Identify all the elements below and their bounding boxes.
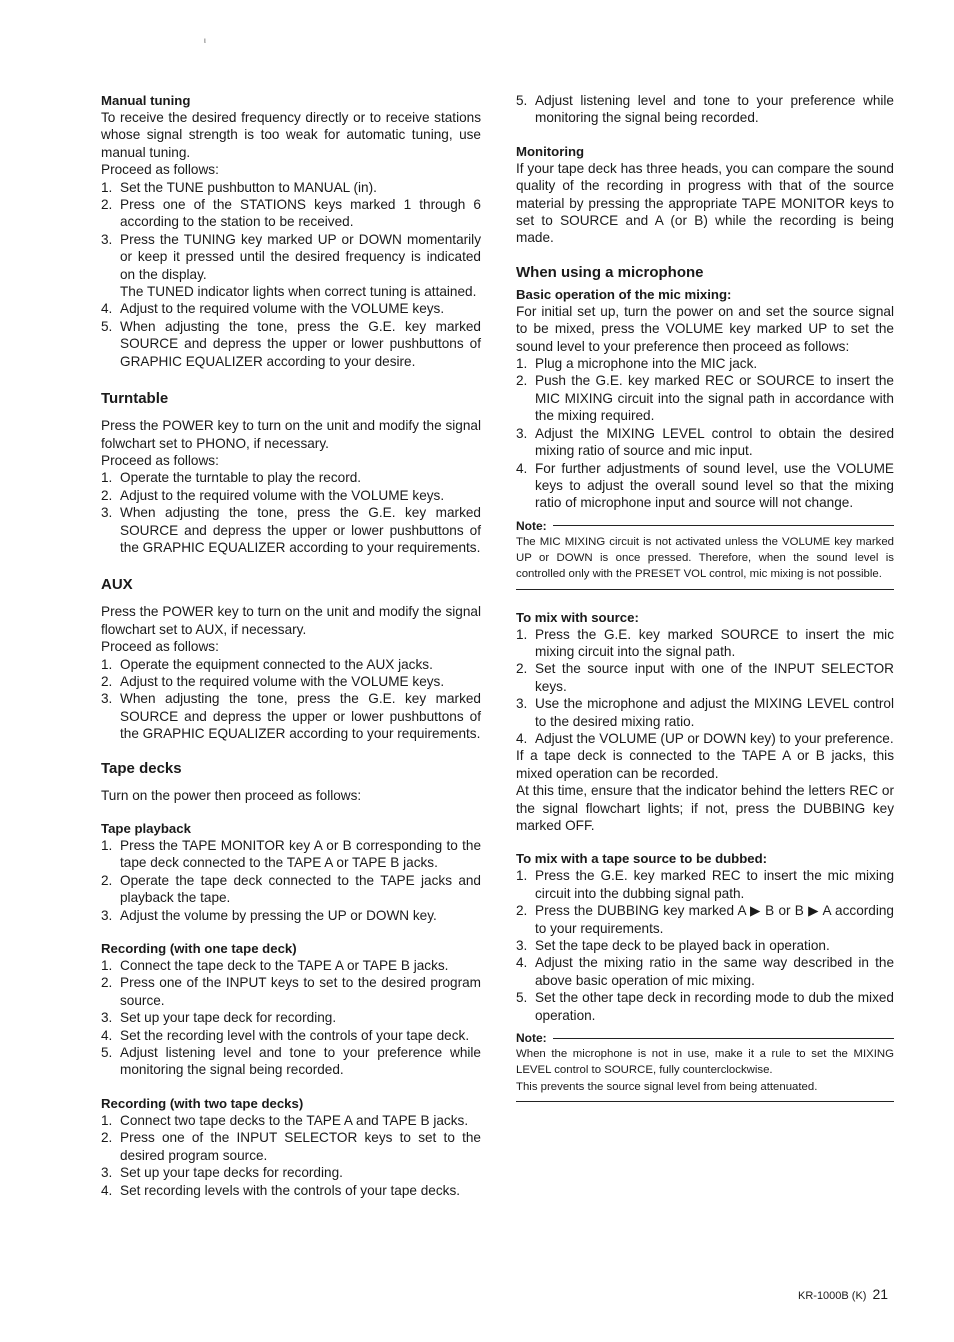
paragraph: Press the POWER key to turn on the unit and modify the signal flowchart set to AUX, if necessary. xyxy=(101,604,481,637)
manual-tuning-section xyxy=(101,92,481,370)
list-item: 1. Press the TAPE MONITOR key A or B corresponding to the tape deck connected to the TAPE A or TAPE B jacks. xyxy=(101,838,481,871)
step-list xyxy=(101,837,481,924)
subsection-heading: Recording (with one tape deck) xyxy=(101,941,297,957)
section-heading: Manual tuning xyxy=(101,93,191,108)
list-item: 1. Operate the equipment connected to the AUX jacks. xyxy=(101,656,433,672)
paragraph: Proceed as follows: xyxy=(101,639,219,655)
paragraph: Turn on the power then proceed as follows: xyxy=(101,787,362,803)
list-item: 3. When adjusting the tone, press the G.E. key marked SOURCE and depress the upper or lower pushbuttons of the GRAPHIC EQUALIZER according to your requirements. xyxy=(101,691,481,742)
list-item: 5. When adjusting the tone, press the G.E. key marked SOURCE and depress the upper or lower pushbuttons of GRAPHIC EQUALIZER according to your desire. xyxy=(101,318,481,369)
list-item: 3. Set up your tape deck for recording. xyxy=(101,1010,337,1026)
list-item: 2. Press the DUBBING key marked A ▶ B or B ▶ A according to your requirements. xyxy=(516,903,894,936)
list-item: 2. Adjust to the required volume with the VOLUME keys. xyxy=(101,487,445,503)
list-item: 1. Connect two tape decks to the TAPE A and TAPE B jacks. xyxy=(101,1112,469,1128)
page-footer xyxy=(798,1286,888,1302)
list-item: 1. Set the TUNE pushbutton to MANUAL (in). xyxy=(101,179,377,195)
right-column xyxy=(516,92,894,1102)
section-heading: AUX xyxy=(101,576,133,594)
step-list xyxy=(101,469,481,556)
section-heading: Tape decks xyxy=(101,759,182,777)
subsection-heading: Tape playback xyxy=(101,821,191,836)
list-item: 1. Plug a microphone into the MIC jack. xyxy=(516,356,758,372)
list-item: 5. Adjust listening level and tone to your preference while monitoring the signal being recorded. xyxy=(101,1045,481,1078)
stray-mark: ι xyxy=(204,36,206,45)
list-item: 1. Operate the turntable to play the record. xyxy=(101,470,362,486)
list-item: 4. Adjust to the required volume with the VOLUME keys. xyxy=(101,301,445,317)
list-item: 2. Push the G.E. key marked REC or SOURCE to insert the MIC MIXING circuit into the signal path in accordance with the mixing required. xyxy=(516,373,894,424)
list-item: 2. Set the source input with one of the INPUT SELECTOR keys. xyxy=(516,661,894,694)
list-item: 3. Adjust the MIXING LEVEL control to obtain the desired mixing ratio of source and mic input. xyxy=(516,425,894,459)
tape-decks-section xyxy=(101,759,481,1199)
list-item: 2. Press one of the STATIONS keys marked 1 through 6 according to the station to be received. xyxy=(101,197,481,230)
paragraph: Proceed as follows: xyxy=(101,452,219,468)
paragraph: To receive the desired frequency directly or to receive stations whose signal strength is too weak for automatic tuning, use manual tuning. xyxy=(101,110,481,160)
list-item: 3. Use the microphone and adjust the MIXING LEVEL control to the desired mixing ratio. xyxy=(516,696,894,729)
list-item: 1. Connect the tape deck to the TAPE A or TAPE B jacks. xyxy=(101,958,449,974)
paragraph: If your tape deck has three heads, you can compare the sound quality of the recording in progress with that of the source material by pressing the appropriate TAPE MONITOR keys to set to SOURCE and A (or B) while the recording is being made. xyxy=(516,160,894,246)
paragraph: For initial set up, turn the power on and set the source signal to be mixed, press the VOLUME key marked UP to set the sound level to your preference then proceed as follows: xyxy=(516,303,894,354)
section-heading: Turntable xyxy=(101,390,169,408)
list-item: 4. Adjust the mixing ratio in the same way described in the above basic operation of mic mixing. xyxy=(516,955,894,988)
list-item: 5. Set the other tape deck in recording mode to dub the mixed operation. xyxy=(516,990,894,1023)
list-item: 1. Press the G.E. key marked REC to insert the mic mixing circuit into the dubbing signal path. xyxy=(516,868,894,901)
list-item: 2. Press one of the INPUT keys to set to the desired program source. xyxy=(101,975,481,1008)
list-item: 3. Adjust the volume by pressing the UP or DOWN key. xyxy=(101,907,437,923)
model-number: KR-1000B (K) xyxy=(798,1290,867,1302)
step-list xyxy=(516,626,894,748)
list-item: 4. Adjust the VOLUME (UP or DOWN key) to your preference. xyxy=(516,730,894,746)
list-item: 3. When adjusting the tone, press the G.E. key marked SOURCE and depress the upper or lower pushbuttons of the GRAPHIC EQUALIZER according to your requirements. xyxy=(101,505,481,555)
subsection-heading: To mix with a tape source to be dubbed: xyxy=(516,851,768,867)
step-list xyxy=(516,92,894,127)
list-item: 1. Press the G.E. key marked SOURCE to insert the mic mixing circuit into the signal path. xyxy=(516,626,894,659)
step-list xyxy=(516,355,894,512)
list-item: 3. Set up your tape decks for recording. xyxy=(101,1165,343,1181)
list-item: 5. Adjust listening level and tone to your preference while monitoring the signal being recorded. xyxy=(516,93,894,126)
step-list xyxy=(101,957,481,1079)
microphone-section xyxy=(516,263,894,1102)
step-list xyxy=(101,1112,481,1199)
subsection-heading: Monitoring xyxy=(516,143,585,159)
subsection-heading: To mix with source: xyxy=(516,609,639,625)
step-list xyxy=(101,656,481,743)
paragraph: Proceed as follows: xyxy=(101,162,219,178)
list-item: 3. Press the TUNING key marked UP or DOWN momentarily or keep it pressed until the desired frequency is indicated on the display. The TUNED indicator lights when correct tuning is attained. xyxy=(101,231,481,300)
turntable-section xyxy=(101,389,481,556)
note-label: Note: xyxy=(516,1031,547,1046)
page-number: 21 xyxy=(872,1286,889,1302)
section-heading: When using a microphone xyxy=(516,263,704,281)
note-text: This prevents the source signal level from being attenuated. xyxy=(516,1080,818,1093)
step-list xyxy=(516,867,894,1024)
note-text: When the microphone is not in use, make it a rule to set the MIXING LEVEL control to SOURCE, fully counterclockwise. xyxy=(516,1048,894,1077)
list-item: 2. Adjust to the required volume with the VOLUME keys. xyxy=(101,673,445,689)
list-item: 2. Operate the tape deck connected to the TAPE jacks and playback the tape. xyxy=(101,872,481,906)
note-label: Note: xyxy=(516,518,547,533)
list-item: 4. Set the recording level with the controls of your tape deck. xyxy=(101,1027,470,1043)
paragraph: At this time, ensure that the indicator behind the letters REC or the signal flowchart lights; if not, press the DUBBING key marked OFF. xyxy=(516,783,894,833)
paragraph: Press the POWER key to turn on the unit and modify the signal folwchart set to PHONO, if necessary. xyxy=(101,418,481,451)
note-box xyxy=(516,1030,894,1102)
left-column xyxy=(101,92,481,1199)
step-list xyxy=(101,179,481,370)
list-item: 4. Set recording levels with the controls of your tape decks. xyxy=(101,1182,461,1198)
subsection-heading: Basic operation of the mic mixing: xyxy=(516,286,732,302)
list-item: 3. Set the tape deck to be played back in operation. xyxy=(516,938,830,954)
subsection-heading: Recording (with two tape decks) xyxy=(101,1095,304,1111)
note-box xyxy=(516,518,894,590)
paragraph: If a tape deck is connected to the TAPE A or B jacks, this mixed operation can be recorded. xyxy=(516,748,894,781)
list-item: 4. For further adjustments of sound level, use the VOLUME keys to adjust the overall sound level so that the mixing ratio of microphone input and source will not change. xyxy=(516,460,894,511)
list-item: 2. Press one of the INPUT SELECTOR keys to set to the desired program source. xyxy=(101,1130,481,1163)
monitoring-section xyxy=(516,143,894,247)
aux-section xyxy=(101,575,481,742)
note-text: The MIC MIXING circuit is not activated unless the VOLUME key marked UP or DOWN is once pressed. Therefore, when the sound level is controlled only with the PRESET VOL control, mic mixing is not possible. xyxy=(516,535,894,581)
